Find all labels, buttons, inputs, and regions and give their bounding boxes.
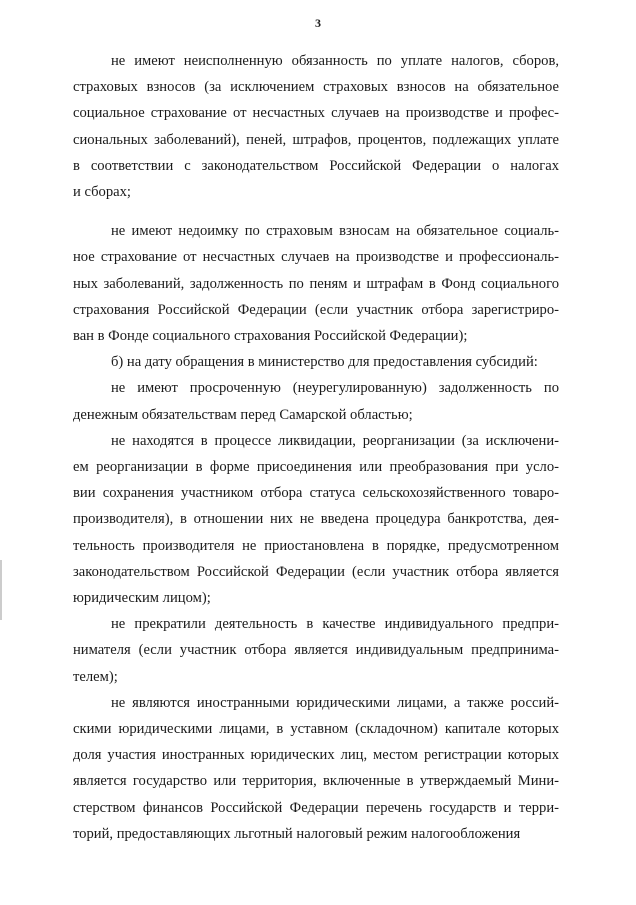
text-line: стерством финансов Российской Федерации перечень государств и терри- <box>73 799 559 816</box>
text-line: ван в Фонде социального страхования Российской Федерации); <box>73 328 468 345</box>
text-line: доля участия иностранных юридических лиц, местом регистрации которых <box>73 747 559 764</box>
paragraph <box>73 611 559 690</box>
text-line: страховых взносов (за исключением страховых взносов на обязательное <box>73 79 559 96</box>
paragraph <box>73 690 559 847</box>
text-line: не имеют просроченную (неурегулированную) задолженность по <box>111 380 559 397</box>
text-line: денежным обязательствам перед Самарской областью; <box>73 406 413 423</box>
text-line: производителя), в отношении них не введена процедура банкротства, дея- <box>73 511 559 528</box>
text-line: не прекратили деятельность в качестве индивидуального предпри- <box>111 616 559 633</box>
text-line: б) на дату обращения в министерство для предоставления субсидий: <box>111 354 538 371</box>
text-line: законодательством Российской Федерации (если участник отбора является <box>73 563 559 580</box>
text-line: торий, предоставляющих льготный налоговый режим налогообложения <box>73 825 521 842</box>
scan-artifact <box>0 560 2 620</box>
text-line: вии сохранения участником отбора статуса сельскохозяйственного товаро- <box>73 485 559 502</box>
text-line: тельность производителя не приостановлена в порядке, предусмотренном <box>73 537 559 554</box>
text-line: юридическим лицом); <box>73 590 211 607</box>
text-line: не имеют неисполненную обязанность по уплате налогов, сборов, <box>111 53 559 69</box>
text-line: ем реорганизации в форме присоединения или преобразования при усло- <box>73 459 559 476</box>
text-line: ное страхование от несчастных случаев на производстве и профессиональ- <box>73 249 559 266</box>
text-line: сиональных заболеваний), пеней, штрафов, процентов, подлежащих уплате <box>73 131 559 148</box>
text-line: является государство или территория, включенные в утверждаемый Мини- <box>73 773 559 790</box>
text-line: не являются иностранными юридическими лицами, а также россий- <box>111 694 559 711</box>
paragraph <box>73 349 559 375</box>
paragraph <box>73 375 559 427</box>
document-body <box>73 48 559 847</box>
text-line: и сборах; <box>73 184 131 201</box>
text-line: страхования Российской Федерации (если участник отбора зарегистриро- <box>73 301 559 318</box>
text-line: телем); <box>73 668 118 685</box>
text-line: скими юридическими лицами, в уставном (складочном) капитале которых <box>73 721 559 738</box>
paragraph <box>73 428 559 611</box>
text-line: в соответствии с законодательством Российской Федерации о налогах <box>73 157 559 174</box>
paragraph <box>73 48 559 205</box>
paragraph <box>73 218 559 349</box>
text-line: социальное страхование от несчастных случаев на производстве и профес- <box>73 105 559 122</box>
text-line: нимателя (если участник отбора является индивидуальным предпринима- <box>73 642 559 659</box>
text-line: не имеют недоимку по страховым взносам на обязательное социаль- <box>111 223 559 240</box>
page-number: 3 <box>315 16 321 30</box>
text-line: ных заболеваний, задолженность по пеням и штрафам в Фонд социального <box>73 275 559 292</box>
text-line: не находятся в процессе ликвидации, реорганизации (за исключени- <box>111 432 559 449</box>
